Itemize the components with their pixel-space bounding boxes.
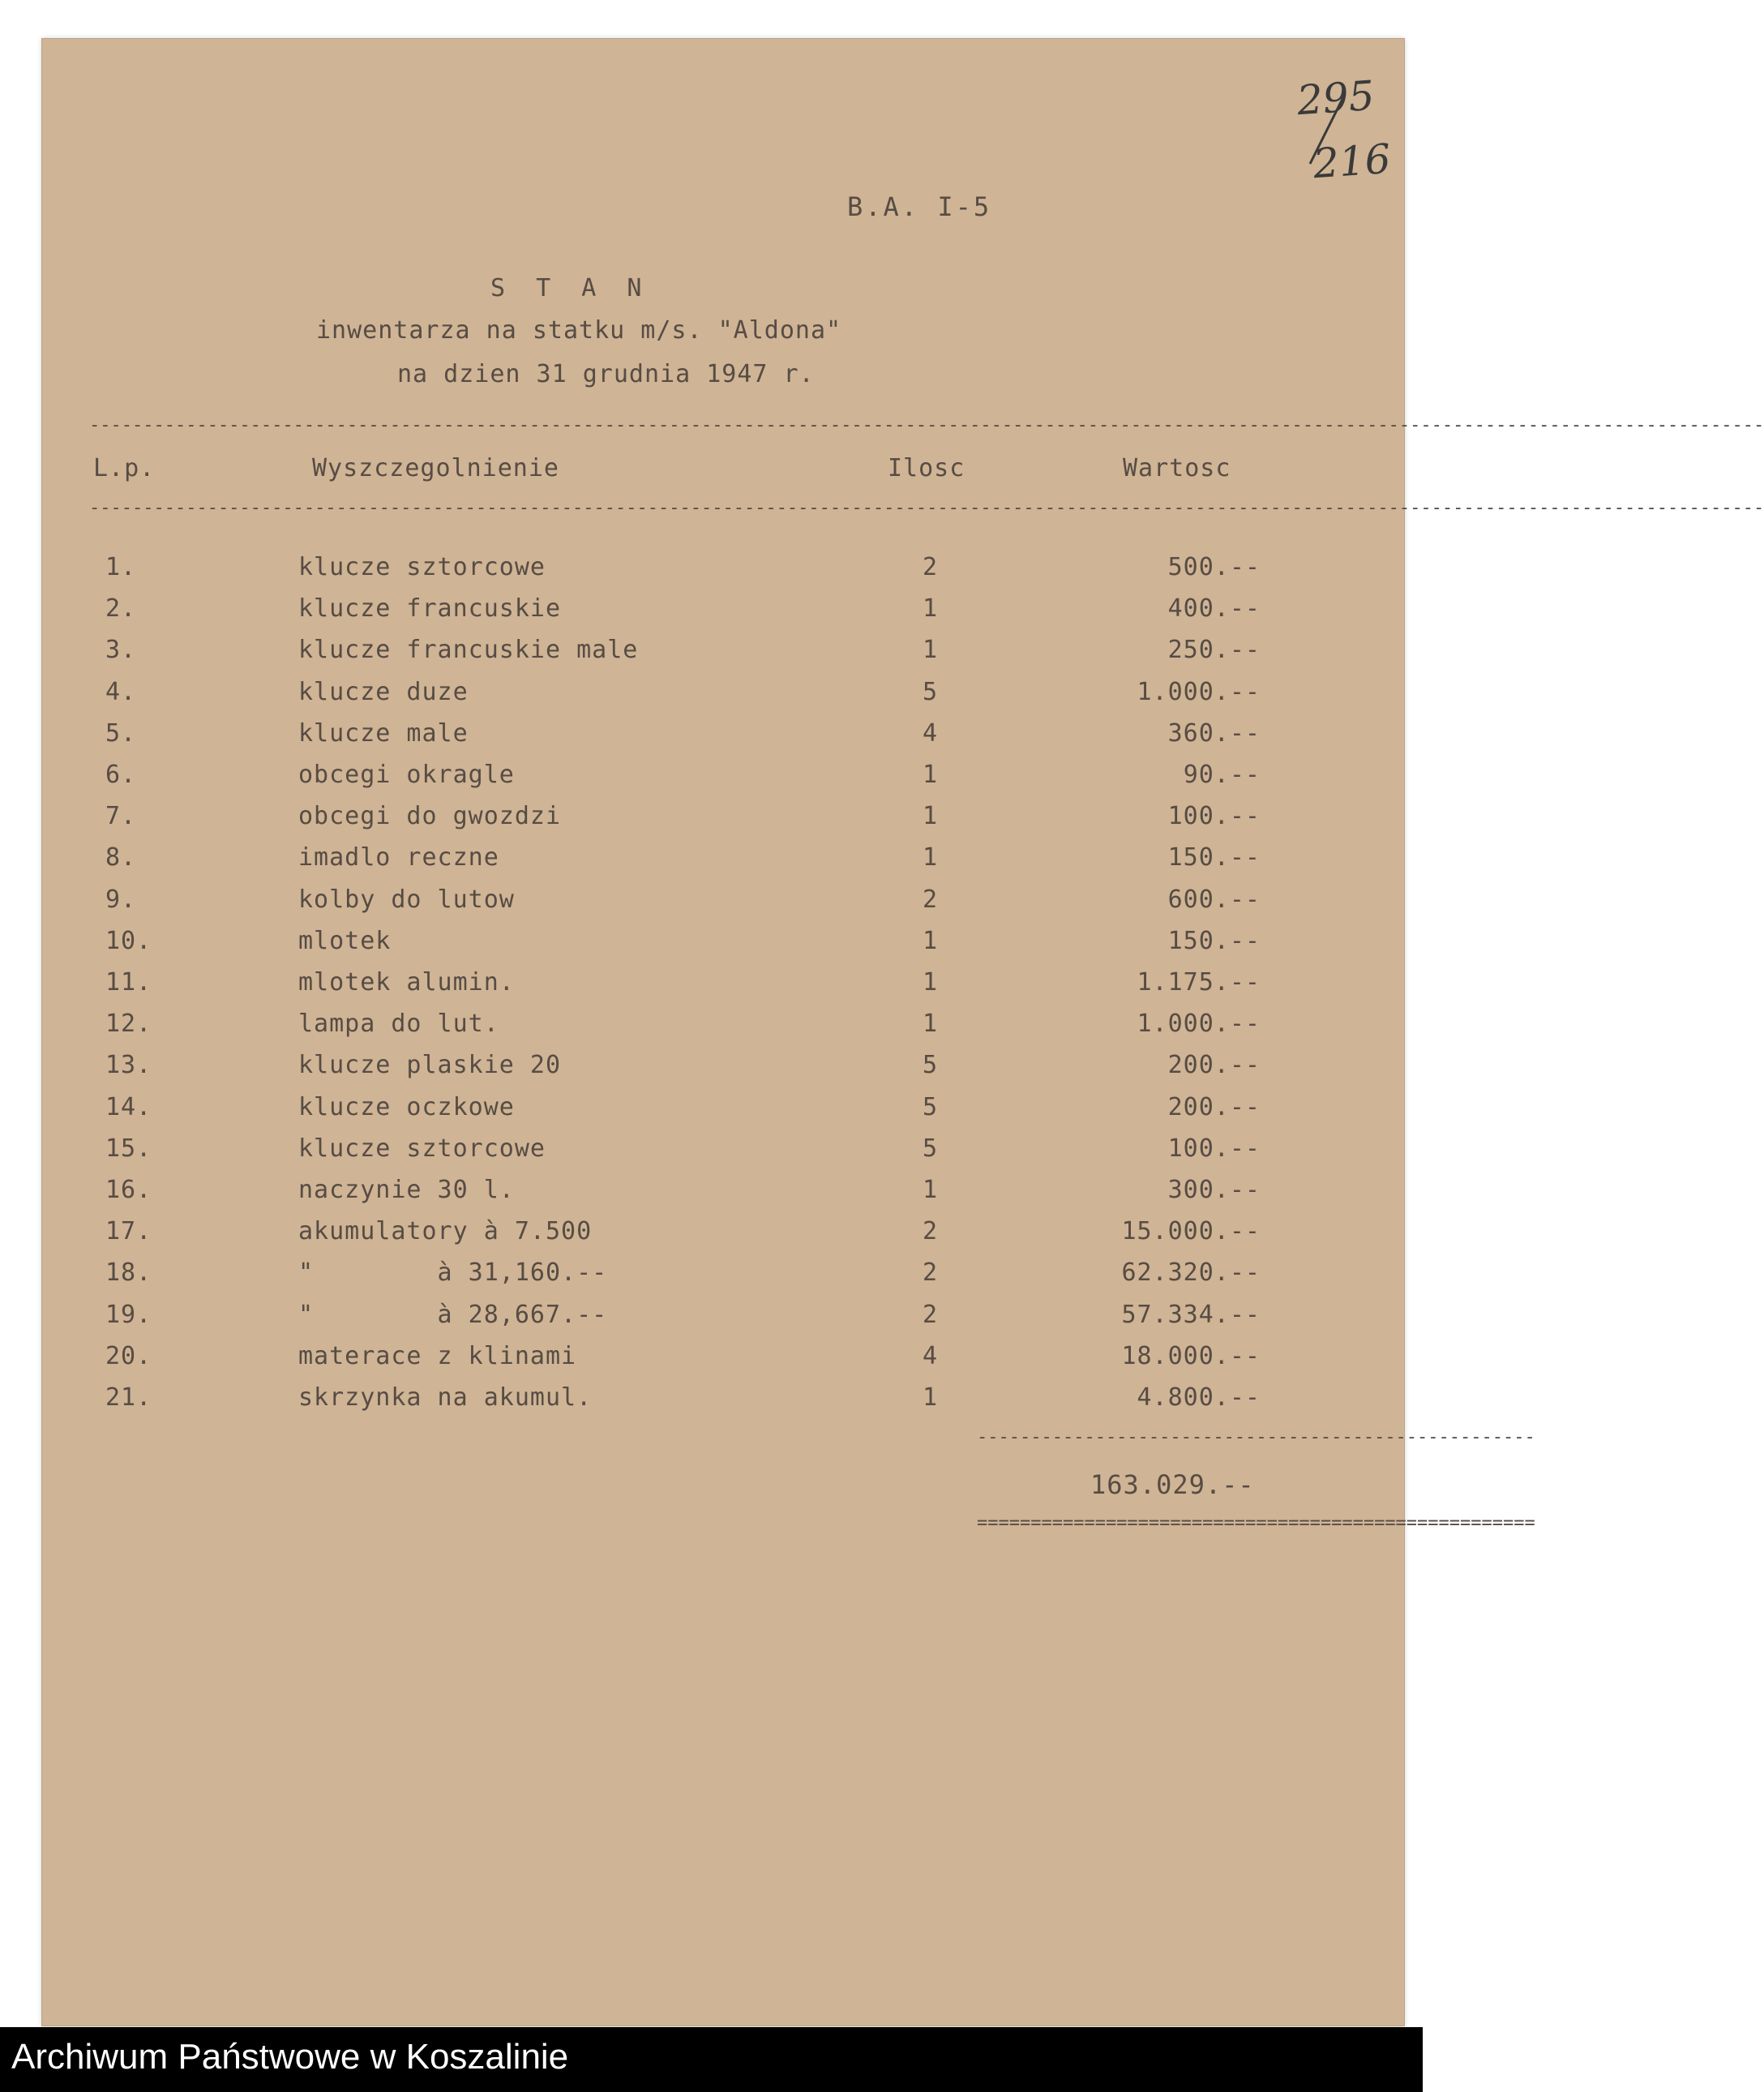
row-item-name: klucze sztorcowe — [298, 553, 546, 581]
column-header-qty: Ilosc — [888, 454, 965, 482]
row-value: 250.-- — [1167, 636, 1261, 664]
row-number: 10. — [105, 927, 152, 955]
row-value: 360.-- — [1167, 719, 1261, 748]
row-quantity: 1 — [923, 636, 939, 664]
row-number: 8. — [105, 843, 137, 872]
row-item-name: obcegi do gwozdzi — [298, 802, 562, 830]
row-quantity: 1 — [923, 594, 939, 623]
row-number: 15. — [105, 1134, 152, 1163]
row-item-name: klucze francuskie — [298, 594, 562, 623]
row-number: 3. — [105, 636, 137, 664]
row-item-name: mlotek — [298, 927, 392, 955]
row-quantity: 2 — [923, 885, 939, 914]
row-value: 100.-- — [1167, 1134, 1261, 1163]
row-value: 150.-- — [1167, 843, 1261, 872]
row-number: 12. — [105, 1010, 152, 1038]
title-line-3: na dzien 31 grudnia 1947 r. — [397, 360, 815, 388]
row-item-name: mlotek alumin. — [298, 968, 515, 997]
folio-number-top: 295 — [1295, 71, 1377, 125]
row-item-name: klucze duze — [298, 678, 469, 706]
folio-number-bottom: 216 — [1312, 135, 1393, 188]
row-value: 150.-- — [1167, 927, 1261, 955]
total-double-rule: ==================================================== — [977, 1513, 1535, 1533]
row-item-name: akumulatory à 7.500 — [298, 1217, 593, 1245]
row-number: 5. — [105, 719, 137, 748]
row-quantity: 5 — [923, 1051, 939, 1079]
row-quantity: 1 — [923, 843, 939, 872]
row-item-name: " à 28,667.-- — [298, 1301, 608, 1329]
row-item-name: lampa do lut. — [298, 1010, 499, 1038]
row-quantity: 1 — [923, 1383, 939, 1412]
row-value: 200.-- — [1167, 1093, 1261, 1121]
row-value: 1.000.-- — [1137, 1010, 1261, 1038]
row-quantity: 2 — [923, 553, 939, 581]
title-line-2: inwentarza na statku m/s. "Aldona" — [316, 316, 842, 345]
row-quantity: 2 — [923, 1301, 939, 1329]
row-item-name: " à 31,160.-- — [298, 1258, 608, 1287]
row-item-name: obcegi okragle — [298, 761, 515, 789]
row-item-name: klucze plaskie 20 — [298, 1051, 562, 1079]
column-header-lp: L.p. — [93, 454, 156, 482]
row-item-name: materace z klinami — [298, 1342, 577, 1370]
document-reference: B.A. I-5 — [847, 191, 992, 222]
row-number: 4. — [105, 678, 137, 706]
row-value: 15.000.-- — [1121, 1217, 1261, 1245]
row-item-name: imadlo reczne — [298, 843, 499, 872]
row-number: 21. — [105, 1383, 152, 1412]
row-quantity: 2 — [923, 1217, 939, 1245]
row-value: 90.-- — [1183, 761, 1261, 789]
row-value: 600.-- — [1167, 885, 1261, 914]
row-value: 300.-- — [1167, 1176, 1261, 1204]
row-value: 100.-- — [1167, 802, 1261, 830]
header-bottom-rule: ------------------------------------------------------------------------------------------------------------------------------------------------------------ — [89, 498, 1764, 518]
row-item-name: kolby do lutow — [298, 885, 515, 914]
row-quantity: 4 — [923, 719, 939, 748]
row-number: 7. — [105, 802, 137, 830]
row-value: 1.175.-- — [1137, 968, 1261, 997]
row-value: 1.000.-- — [1137, 678, 1261, 706]
title-line-1: S T A N — [490, 274, 650, 302]
archive-footer-label: Archiwum Państwowe w Koszalinie — [11, 2037, 569, 2077]
row-value: 57.334.-- — [1121, 1301, 1261, 1329]
row-quantity: 5 — [923, 678, 939, 706]
row-number: 20. — [105, 1342, 152, 1370]
row-item-name: klucze sztorcowe — [298, 1134, 546, 1163]
row-item-name: klucze male — [298, 719, 469, 748]
row-quantity: 2 — [923, 1258, 939, 1287]
row-number: 9. — [105, 885, 137, 914]
column-header-value: Wartosc — [1123, 454, 1231, 482]
row-item-name: klucze francuskie male — [298, 636, 639, 664]
row-value: 200.-- — [1167, 1051, 1261, 1079]
row-item-name: skrzynka na akumul. — [298, 1383, 593, 1412]
row-number: 13. — [105, 1051, 152, 1079]
row-value: 62.320.-- — [1121, 1258, 1261, 1287]
header-top-rule: ------------------------------------------------------------------------------------------------------------------------------------------------------------ — [89, 415, 1764, 435]
row-number: 11. — [105, 968, 152, 997]
row-item-name: naczynie 30 l. — [298, 1176, 515, 1204]
row-value: 18.000.-- — [1121, 1342, 1261, 1370]
row-number: 2. — [105, 594, 137, 623]
row-number: 6. — [105, 761, 137, 789]
total-rule: ---------------------------------------------------- — [977, 1427, 1535, 1447]
row-quantity: 1 — [923, 927, 939, 955]
row-quantity: 1 — [923, 968, 939, 997]
row-quantity: 1 — [923, 1176, 939, 1204]
row-number: 16. — [105, 1176, 152, 1204]
row-quantity: 4 — [923, 1342, 939, 1370]
row-number: 14. — [105, 1093, 152, 1121]
row-number: 1. — [105, 553, 137, 581]
row-value: 4.800.-- — [1137, 1383, 1261, 1412]
row-value: 500.-- — [1167, 553, 1261, 581]
row-number: 17. — [105, 1217, 152, 1245]
row-value: 400.-- — [1167, 594, 1261, 623]
row-item-name: klucze oczkowe — [298, 1093, 515, 1121]
column-header-name: Wyszczegolnienie — [312, 454, 559, 482]
row-quantity: 5 — [923, 1093, 939, 1121]
row-quantity: 1 — [923, 761, 939, 789]
row-quantity: 1 — [923, 1010, 939, 1038]
row-number: 19. — [105, 1301, 152, 1329]
row-quantity: 5 — [923, 1134, 939, 1163]
row-quantity: 1 — [923, 802, 939, 830]
total-value: 163.029.-- — [1090, 1469, 1255, 1500]
row-number: 18. — [105, 1258, 152, 1287]
